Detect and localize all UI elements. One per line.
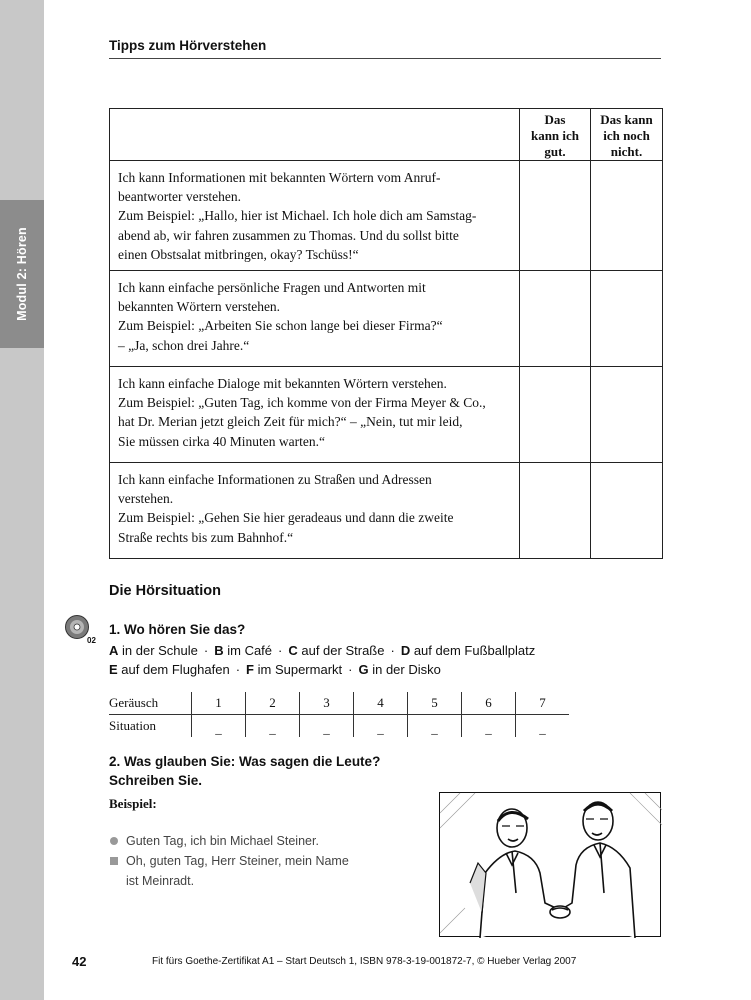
task-2-title: 2. Was glauben Sie: Was sagen die Leute? Schreiben Sie. <box>109 754 381 788</box>
page-number: 42 <box>72 954 87 969</box>
example-label: Beispiel: <box>109 796 157 811</box>
option-d: D auf dem Fußballplatz <box>400 643 536 658</box>
header-cannot-yet: Das kann ich noch nicht. <box>591 109 663 161</box>
dialog-line-1: Guten Tag, ich bin Michael Steiner. <box>110 832 319 851</box>
handshake-illustration <box>439 792 661 937</box>
answer-blank[interactable]: _ <box>192 715 246 738</box>
section-title: Die Hörsituation <box>109 583 221 599</box>
table-row <box>110 161 663 271</box>
checkbox-cannot-yet[interactable] <box>591 161 663 271</box>
cd-track-number: 02 <box>87 636 96 645</box>
cd-icon[interactable] <box>64 614 94 644</box>
checkbox-can-do-well[interactable] <box>520 463 591 559</box>
answer-blank[interactable]: _ <box>516 715 570 738</box>
option-b: B im Café <box>214 643 273 658</box>
answer-blank[interactable]: _ <box>300 715 354 738</box>
self-assessment-table <box>109 108 663 559</box>
table-row <box>110 271 663 367</box>
footer-citation: Fit fürs Goethe-Zertifikat A1 – Start Deutsch 1, ISBN 978-3-19-001872-7, © Hueber Verlag 2007 <box>152 956 577 967</box>
checkbox-can-do-well[interactable] <box>520 367 591 463</box>
speaker-dot-icon <box>110 837 118 845</box>
header-can-do-well: Das kann ich gut. <box>520 109 591 161</box>
option-e: E auf dem Flughafen <box>109 662 230 677</box>
situation-row <box>109 715 569 738</box>
dialog-line-3: ist Meinradt. <box>126 874 195 888</box>
option-g: G in der Disko <box>358 662 441 677</box>
table-header-row <box>110 109 663 161</box>
module-tab-label: Modul 2: Hören <box>15 227 29 321</box>
option-a: A in der Schule <box>109 643 198 658</box>
options-line-2: E auf dem Flughafen · F im Supermarkt · G in der Disko <box>109 662 441 677</box>
checkbox-cannot-yet[interactable] <box>591 271 663 367</box>
statement-cell: Ich kann einfache Dialoge mit bekannten Wörtern verstehen. Zum Beispiel: „Guten Tag, ich komme von der Firma Meyer & Co., hat Dr. Merian jetzt gleich Zeit für mich?“ – „Nein, tut mir leid, Sie müssen cirka 40 Minuten warten.“ <box>110 367 520 463</box>
table-row <box>110 463 663 559</box>
header-blank-cell <box>110 109 520 161</box>
row-label-sound: Geräusch <box>109 692 192 715</box>
answer-blank[interactable]: _ <box>408 715 462 738</box>
statement-cell: Ich kann Informationen mit bekannten Wörtern vom Anruf- beantworter verstehen. Zum Beispiel: „Hallo, hier ist Michael. Ich hole dich am Samstag- abend ab, wir fahren zusammen zu Thomas. Und du sollst bitte einen Obstsalat mitbringen, okay? Tschüss!“ <box>110 161 520 271</box>
task-1-title: 1. Wo hören Sie das? <box>109 622 246 637</box>
statement-cell: Ich kann einfache persönliche Fragen und Antworten mit bekannten Wörtern verstehen. Zum Beispiel: „Arbeiten Sie schon lange bei dieser Firma?“ – „Ja, schon drei Jahre.“ <box>110 271 520 367</box>
sound-row: Geräusch 1 2 3 4 5 6 7 <box>109 692 569 715</box>
statement-cell: Ich kann einfache Informationen zu Straßen und Adressen verstehen. Zum Beispiel: „Gehen Sie hier geradeaus und dann die zweite Straße rechts bis zum Bahnhof.“ <box>110 463 520 559</box>
option-c: C auf der Straße <box>288 643 385 658</box>
option-f: F im Supermarkt <box>246 662 343 677</box>
checkbox-can-do-well[interactable] <box>520 271 591 367</box>
row-label-situation: Situation <box>109 718 156 733</box>
side-margin-strip <box>0 0 44 1000</box>
speaker-square-icon <box>110 857 118 865</box>
checkbox-cannot-yet[interactable] <box>591 463 663 559</box>
checkbox-can-do-well[interactable] <box>520 161 591 271</box>
answer-blank[interactable]: _ <box>246 715 300 738</box>
checkbox-cannot-yet[interactable] <box>591 367 663 463</box>
page-header-title: Tipps zum Hörverstehen <box>109 38 267 53</box>
dialog-line-2: Oh, guten Tag, Herr Steiner, mein Name <box>110 852 349 871</box>
answer-blank[interactable]: _ <box>354 715 408 738</box>
header-divider <box>109 58 661 59</box>
matching-table <box>109 692 569 737</box>
answer-blank[interactable]: _ <box>462 715 516 738</box>
options-line-1: A in der Schule · B im Café · C auf der Straße · D auf dem Fußballplatz <box>109 643 536 658</box>
table-row <box>110 367 663 463</box>
